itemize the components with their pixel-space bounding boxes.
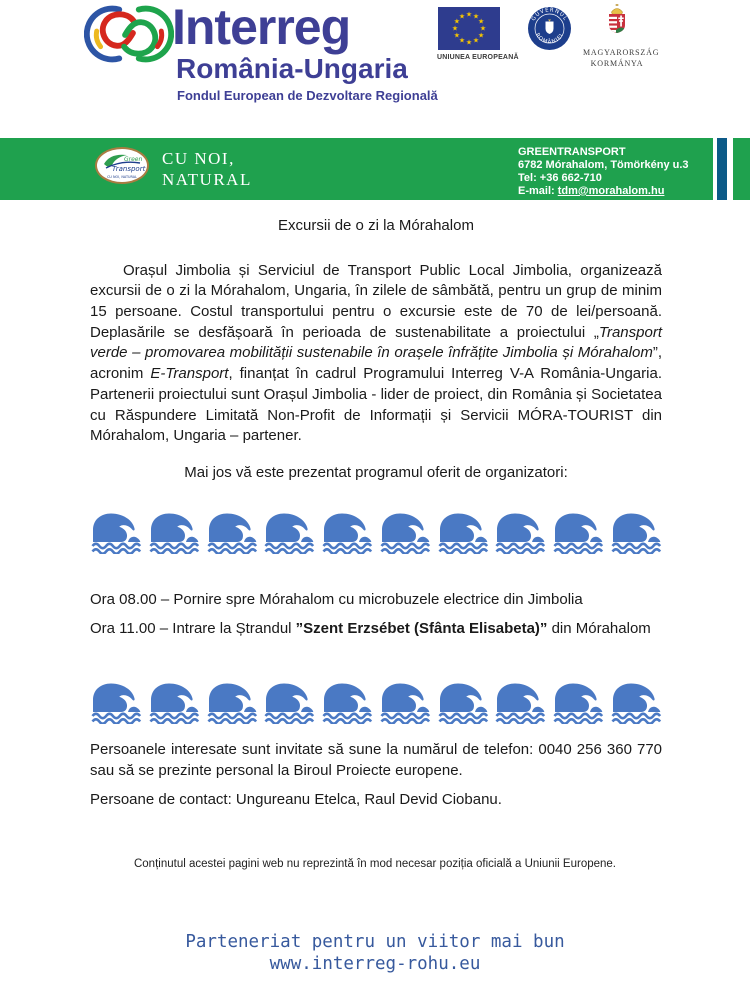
wave-row xyxy=(90,510,662,554)
eu-flag-label: UNIUNEA EUROPEANĂ xyxy=(437,54,519,61)
water-wave-icon xyxy=(90,510,142,554)
gt-logo-line1: Green xyxy=(124,156,143,163)
contact-email-line xyxy=(518,185,689,198)
water-wave-icon xyxy=(379,510,431,554)
water-wave-icon xyxy=(206,680,258,724)
svg-text:★: ★ xyxy=(472,12,480,21)
svg-text:★: ★ xyxy=(479,24,487,33)
interreg-logo-icon xyxy=(84,2,174,69)
footer-block xyxy=(0,932,750,976)
water-wave-icon xyxy=(494,680,546,724)
eu-flag-icon xyxy=(438,7,500,50)
hungary-gov-label xyxy=(583,47,660,69)
water-wave-icon xyxy=(552,680,604,724)
hungary-gov-label-line2: KORMÁNYA xyxy=(590,59,644,69)
schedule-line-2 xyxy=(90,619,662,640)
intro-text-2: ”, acronim xyxy=(90,344,662,383)
banner-slogan-line2: NATURAL xyxy=(162,170,252,190)
schedule-2-post: din Mórahalom xyxy=(547,620,651,638)
water-wave-icon xyxy=(321,510,373,554)
svg-text:★: ★ xyxy=(458,12,466,21)
water-wave-icon xyxy=(321,680,373,724)
svg-text:★: ★ xyxy=(453,31,461,40)
svg-text:★: ★ xyxy=(453,17,461,26)
svg-text:★: ★ xyxy=(472,36,480,45)
banner-contact-block xyxy=(518,146,689,198)
hungary-arms-block xyxy=(583,4,660,69)
acronym-italic: E-Transport xyxy=(150,365,229,383)
svg-text:★: ★ xyxy=(465,10,473,19)
contact-info-paragraph: Persoanele interesate sunt invitate să sune la numărul de telefon: 0040 256 360 770 sau să se prezinte personal la Biroul Proiecte europene. xyxy=(90,740,662,779)
intro-text-1: Orașul Jimbolia și Serviciul de Transport Public Local Jimbolia, organizează excursii de o zi la Mórahalom, Ungaria, în zilele de sâmbătă, pentru un grup de minim 15 persoane. Costul transportului pentru o excursie este de 70 de lei/persoană. Deplasările se desfășoară în perioada de sustenabilitate a proiectului „ xyxy=(90,261,662,341)
seal-bottom-text: ROMÂNIEI xyxy=(533,32,566,46)
hungary-coat-of-arms-icon xyxy=(602,4,632,40)
water-wave-icon xyxy=(148,680,200,724)
footer-website-url: www.interreg-rohu.eu xyxy=(269,953,481,974)
svg-text:★: ★ xyxy=(458,36,466,45)
water-wave-icon xyxy=(206,510,258,554)
contact-address: 6782 Mórahalom, Tömörkény u.3 xyxy=(518,158,689,171)
eu-disclaimer: Conținutul acestei pagini web nu reprezintă în mod necesar poziția oficială a Uniunii Europene. xyxy=(133,858,616,870)
banner-green-strip xyxy=(733,138,750,200)
gt-logo-subtext: CU NOI, NATURAL xyxy=(107,175,137,179)
water-wave-icon xyxy=(437,680,489,724)
intro-paragraph xyxy=(90,261,662,447)
water-wave-icon xyxy=(610,510,662,554)
seal-top-text: GUVERNUL xyxy=(530,7,569,23)
water-wave-icon xyxy=(494,510,546,554)
contact-email-link[interactable]: tdm@morahalom.hu xyxy=(557,184,665,197)
page-title: Excursii de o zi la Mórahalom xyxy=(278,217,474,234)
schedule-line-1: Ora 08.00 – Pornire spre Mórahalom cu microbuzele electrice din Jimbolia xyxy=(90,590,583,608)
svg-text:★: ★ xyxy=(465,38,473,47)
banner-blue-bar xyxy=(717,138,727,200)
interreg-program-text: România-Ungaria xyxy=(176,53,408,84)
intro-text-3: , finanțat în cadrul Programului Interreg V-A România-Ungaria. Partenerii proiectului sunt Orașul Jimbolia - lider de proiect, din România și Societatea cu Răspundere Limitată Non-Profit de Informații și Servicii MÓRA-TOURIST din Mórahalom, Ungaria – partener. xyxy=(90,365,662,445)
interreg-wordmark xyxy=(172,2,438,103)
svg-text:★: ★ xyxy=(451,24,459,33)
water-wave-icon xyxy=(379,680,431,724)
water-wave-icon xyxy=(90,680,142,724)
water-wave-icon xyxy=(552,510,604,554)
banner-slogan xyxy=(162,148,252,191)
schedule-2-pre: Ora 11.00 – Intrare la Ștrandul xyxy=(90,620,296,638)
program-intro-line: Mai jos vă este prezentat programul oferit de organizatori: xyxy=(184,463,568,481)
gt-logo-line2: Transport xyxy=(112,165,146,173)
water-wave-icon xyxy=(263,510,315,554)
svg-text:★: ★ xyxy=(477,31,485,40)
water-wave-icon xyxy=(148,510,200,554)
hungary-gov-label-line1: MAGYARORSZÁG xyxy=(583,48,660,57)
contact-persons-line: Persoane de contact: Ungureanu Etelca, Raul Devid Ciobanu. xyxy=(90,791,502,809)
green-banner xyxy=(0,138,713,200)
contact-name: GREENTRANSPORT xyxy=(518,146,626,158)
eu-flag-block xyxy=(437,7,519,61)
banner-slogan-line1: CU NOI, xyxy=(162,149,235,168)
interreg-brand-text: Interreg xyxy=(172,0,351,55)
interreg-fund-text: Fondul European de Dezvoltare Regională xyxy=(177,88,438,103)
water-wave-icon xyxy=(437,510,489,554)
greentransport-logo xyxy=(95,147,149,184)
water-wave-icon xyxy=(610,680,662,724)
eu-flag-stars-svg xyxy=(438,7,500,50)
document-body xyxy=(90,216,662,811)
svg-text:★: ★ xyxy=(477,17,485,26)
project-title-italic: Transport verde – promovarea mobilității sustenabile în orașele înfrățite Jimbolia și Mórahalom xyxy=(90,323,662,362)
contact-email-label: E-mail: xyxy=(518,184,558,197)
guvernul-romaniei-seal-icon xyxy=(527,6,572,56)
schedule-2-bold: ”Szent Erzsébet (Sfânta Elisabeta)” xyxy=(295,620,548,638)
wave-row xyxy=(90,680,662,724)
footer-motto: Parteneriat pentru un viitor mai bun xyxy=(185,932,565,952)
water-wave-icon xyxy=(263,680,315,724)
contact-tel: Tel: +36 662-710 xyxy=(518,171,602,184)
